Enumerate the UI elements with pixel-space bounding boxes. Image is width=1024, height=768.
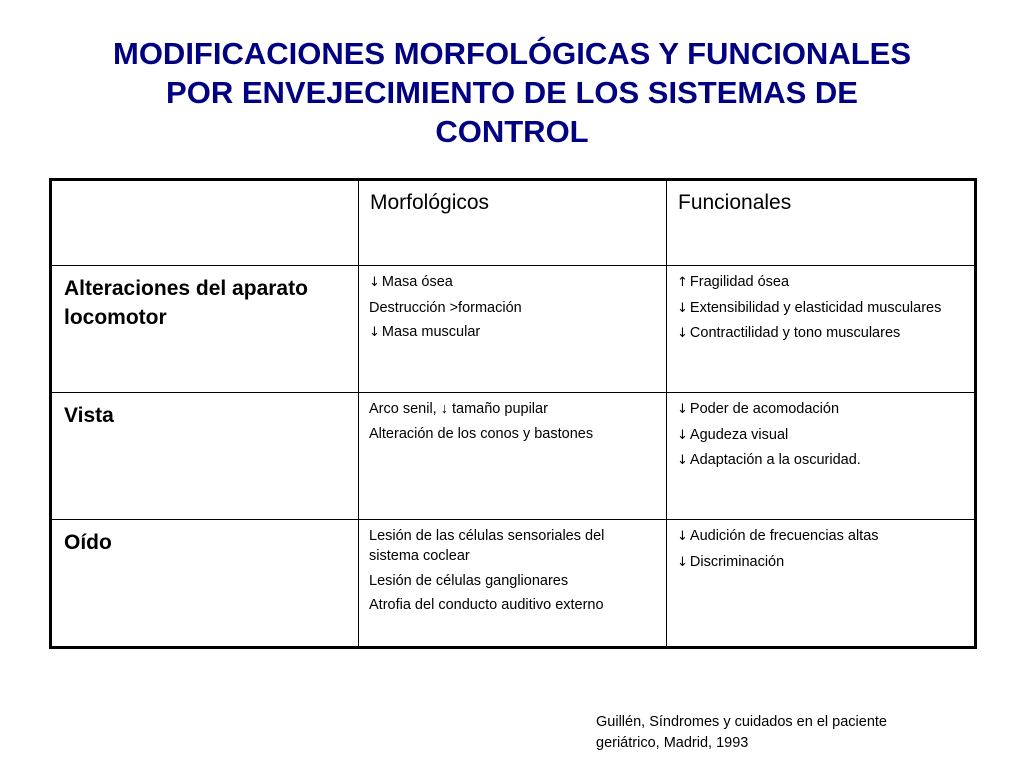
morfologicos-cell <box>359 393 667 520</box>
list-item-text: Atrofia del conducto auditivo externo <box>369 597 604 613</box>
list-item-text: Contractilidad y tono musculares <box>689 325 901 341</box>
arrow-down-icon: ↓ <box>677 453 688 468</box>
list-item-text: Arco senil, ↓ tamaño pupilar <box>369 401 548 417</box>
header-cell-morfologicos <box>359 180 667 266</box>
list-item <box>677 272 966 293</box>
list-item-text: Lesión de células ganglionares <box>369 572 569 589</box>
comparison-table <box>49 178 977 649</box>
table-row <box>51 520 976 648</box>
list-item-text: Agudeza visual <box>689 426 789 443</box>
list-item-text: Poder de acomodación <box>689 401 840 417</box>
list-item-text: Destrucción >formación <box>369 299 522 316</box>
row-label: Vista <box>64 404 114 427</box>
list-item <box>369 424 658 444</box>
list-item-text: Masa muscular <box>381 324 481 340</box>
row-header-cell <box>51 266 359 393</box>
citation-line: geriátrico, Madrid, 1993 <box>596 735 749 751</box>
arrow-down-icon: ↓ <box>369 325 380 340</box>
arrow-down-icon: ↓ <box>677 300 688 316</box>
arrow-up-icon: ↑ <box>677 275 688 290</box>
slide-title-line: MODIFICACIONES MORFOLÓGICAS Y FUNCIONALES <box>113 36 911 71</box>
arrow-down-icon: ↓ <box>677 326 688 341</box>
item-list <box>667 266 974 344</box>
item-list <box>359 520 666 615</box>
list-item <box>677 425 966 446</box>
list-item-text: Masa ósea <box>381 274 453 290</box>
row-header-cell <box>51 520 359 648</box>
citation <box>596 712 986 754</box>
table-row <box>51 393 976 520</box>
item-list <box>359 266 666 343</box>
row-label: Alteraciones del aparato locomotor <box>64 277 308 329</box>
list-item <box>677 450 966 471</box>
row-header-cell <box>51 393 359 520</box>
list-item <box>677 526 966 547</box>
column-header <box>52 181 358 190</box>
item-list <box>359 393 666 444</box>
table-header-row <box>51 180 976 266</box>
arrow-down-icon: ↓ <box>677 554 688 570</box>
morfologicos-cell <box>359 520 667 648</box>
list-item <box>369 298 658 318</box>
list-item <box>369 399 658 419</box>
arrow-down-icon: ↓ <box>369 275 380 290</box>
citation-line: Guillén, Síndromes y cuidados en el paciente <box>596 714 887 730</box>
list-item <box>677 323 966 344</box>
slide-title <box>40 34 984 151</box>
column-header: Funcionales <box>678 191 792 214</box>
table-row <box>51 266 976 393</box>
item-list <box>667 393 974 471</box>
arrow-down-icon: ↓ <box>677 402 688 417</box>
morfologicos-cell <box>359 266 667 393</box>
list-item <box>369 595 658 615</box>
list-item-text: Lesión de las células sensoriales del sistema coclear <box>369 528 605 564</box>
list-item-text: Audición de frecuencias altas <box>689 528 879 544</box>
funcionales-cell <box>667 520 976 648</box>
list-item <box>677 552 966 573</box>
list-item-text: Adaptación a la oscuridad. <box>689 452 861 468</box>
funcionales-cell <box>667 266 976 393</box>
arrow-down-icon: ↓ <box>677 529 688 544</box>
list-item <box>677 298 966 319</box>
list-item <box>369 526 658 566</box>
slide-title-line: CONTROL <box>435 114 589 149</box>
header-cell-funcionales <box>667 180 976 266</box>
list-item-text: Discriminación <box>689 553 785 570</box>
item-list <box>667 520 974 573</box>
list-item-text: Extensibilidad y elasticidad musculares <box>689 299 942 316</box>
list-item <box>677 399 966 420</box>
list-item-text: Alteración de los conos y bastones <box>369 425 594 442</box>
slide-title-line: POR ENVEJECIMIENTO DE LOS SISTEMAS DE <box>166 75 858 110</box>
column-header: Morfológicos <box>370 191 490 214</box>
list-item <box>369 322 658 343</box>
list-item <box>369 571 658 591</box>
list-item <box>369 272 658 293</box>
header-cell-empty <box>51 180 359 266</box>
list-item-text: Fragilidad ósea <box>689 274 790 290</box>
funcionales-cell <box>667 393 976 520</box>
row-label: Oído <box>64 531 112 554</box>
arrow-down-icon: ↓ <box>677 427 688 443</box>
